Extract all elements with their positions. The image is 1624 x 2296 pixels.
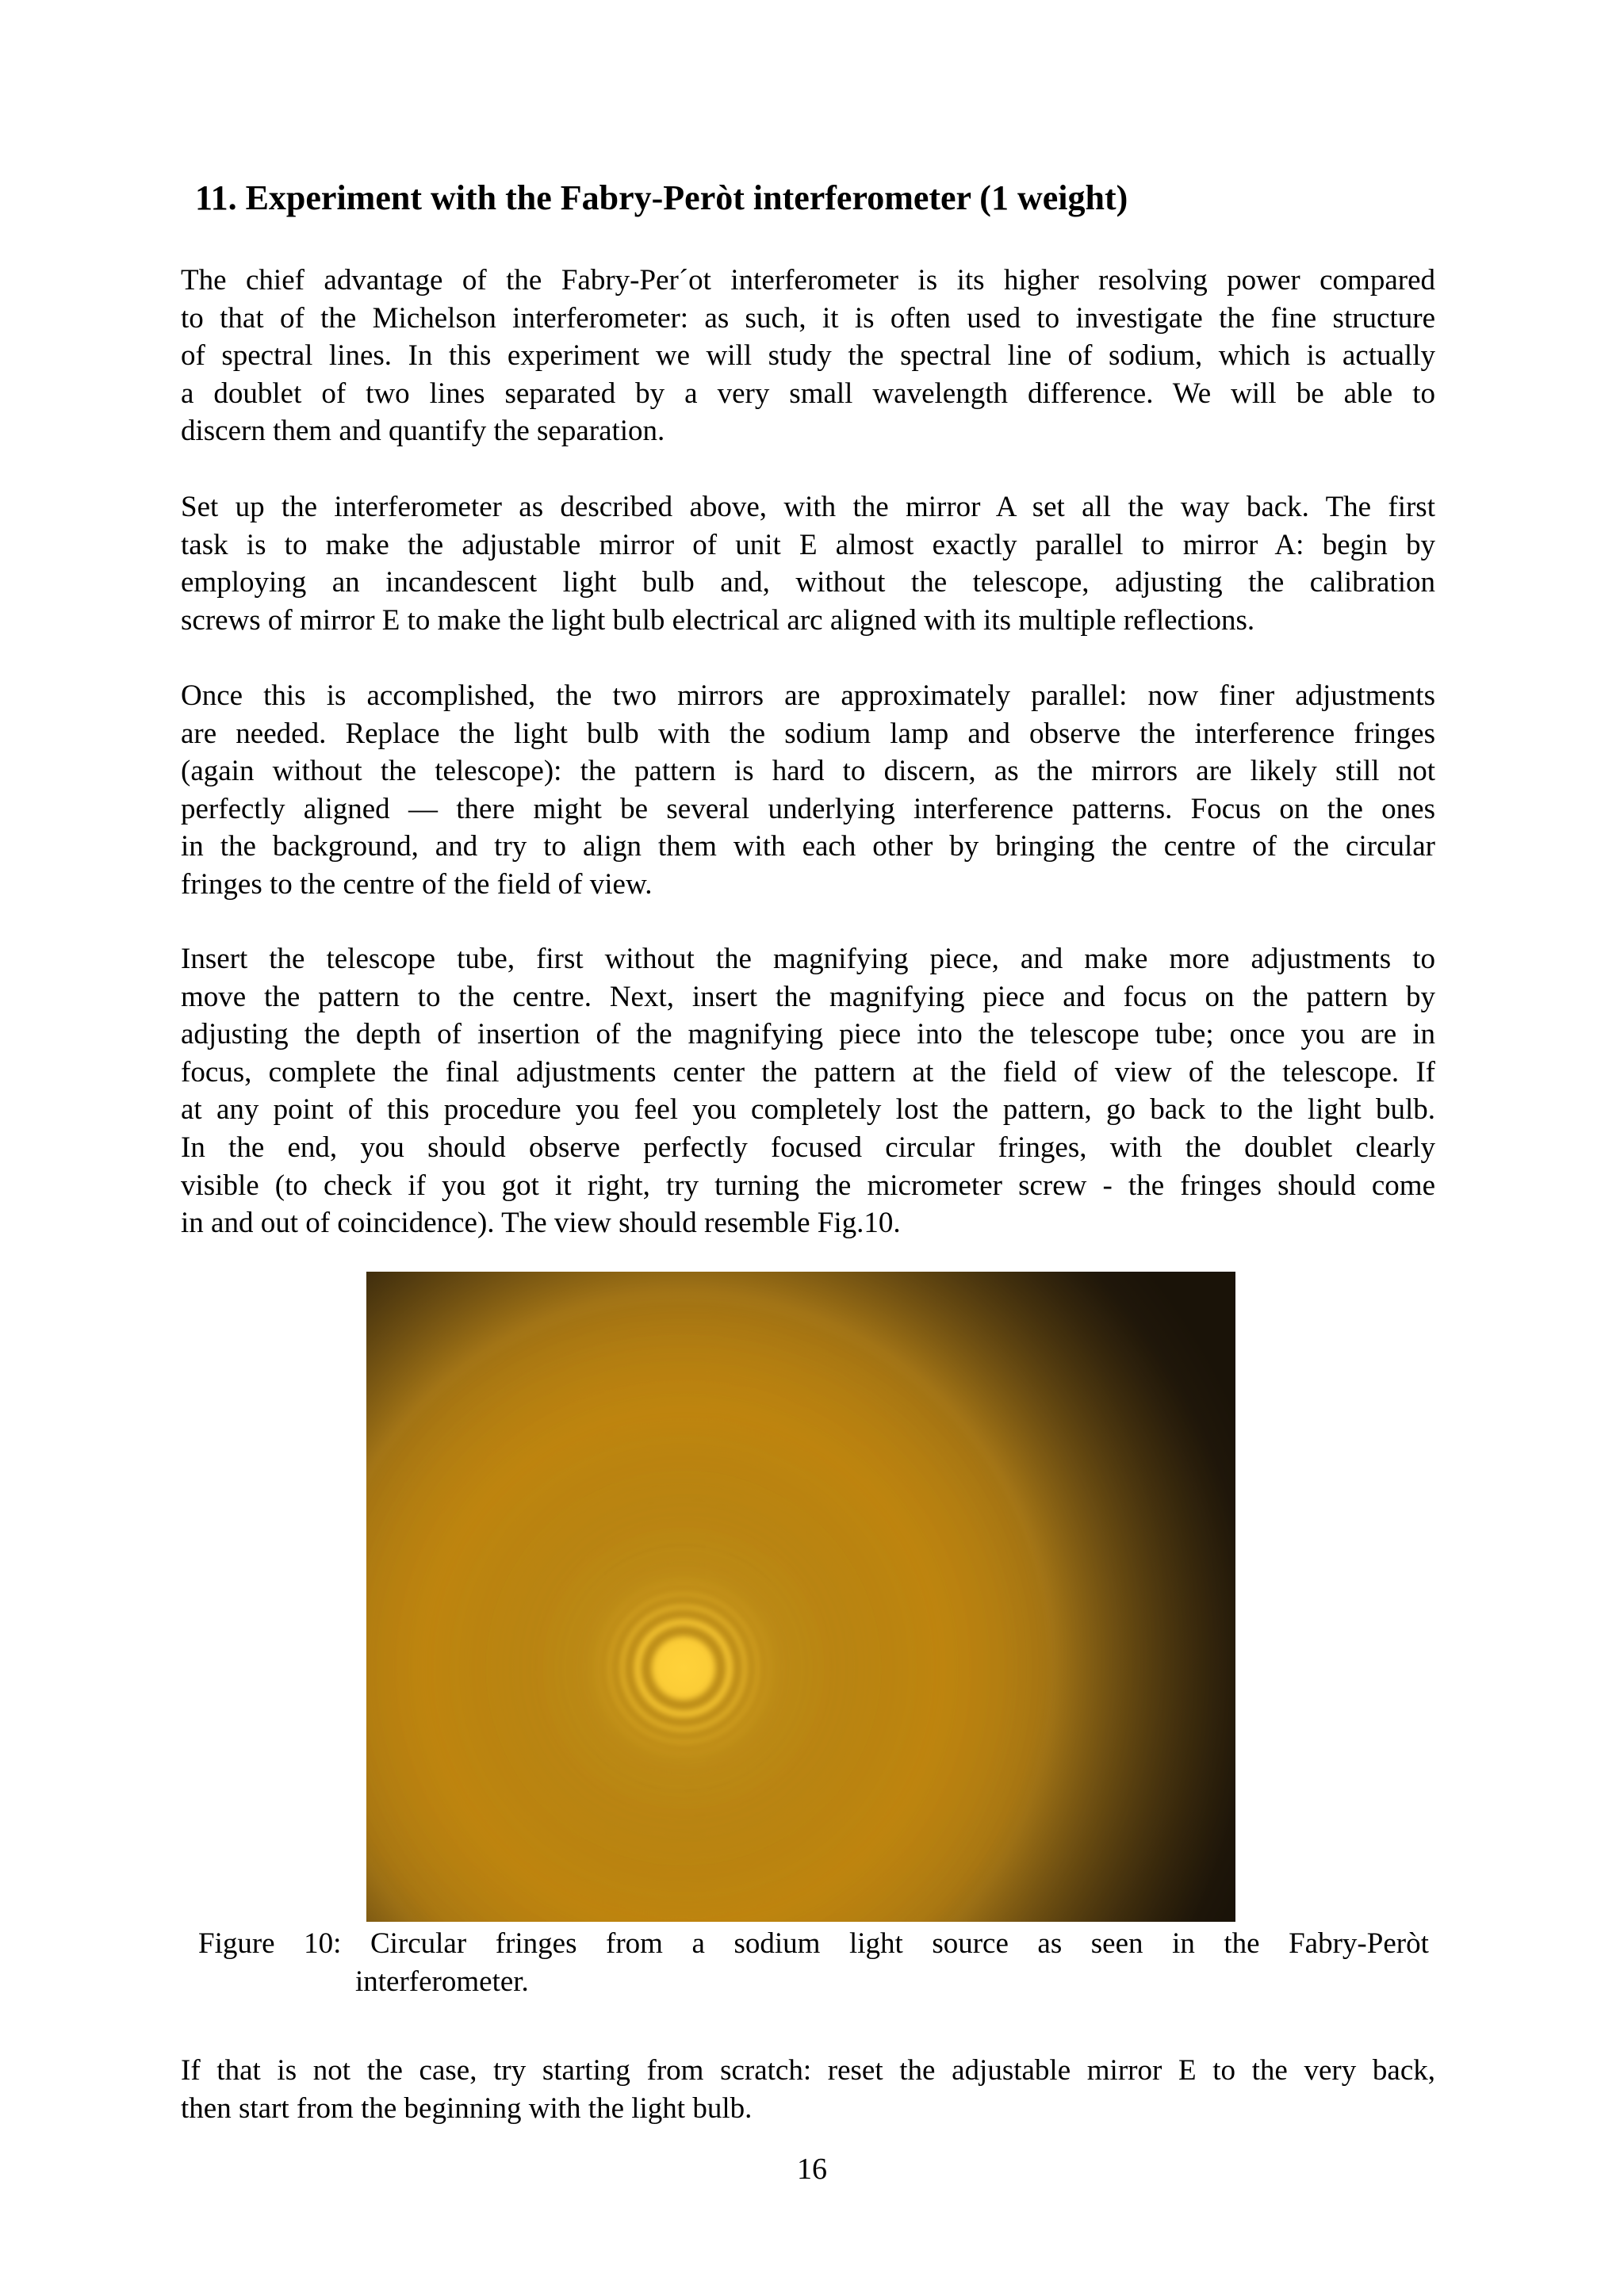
text-line: adjusting the depth of insertion of the magnifying piece into the telescope tube; once you are in xyxy=(181,1018,1435,1051)
text-line: perfectly aligned — there might be several underlying interference patterns. Focus on the ones xyxy=(181,792,1435,825)
text-line: of spectral lines. In this experiment we will study the spectral line of sodium, which is actually xyxy=(181,339,1435,373)
text-line: in and out of coincidence). The view should resemble Fig.10. xyxy=(181,1207,901,1240)
paragraph-telescope xyxy=(181,940,1435,1242)
text-line: to that of the Michelson interferometer: as such, it is often used to investigate the fine structure xyxy=(181,301,1435,335)
text-line: at any point of this procedure you feel you completely lost the pattern, go back to the light bulb. xyxy=(181,1093,1435,1127)
paragraph-fine-adjustment xyxy=(181,677,1435,904)
paragraph-intro xyxy=(181,262,1435,450)
caption-line-1 xyxy=(198,1925,1429,1963)
paragraph-setup xyxy=(181,488,1435,639)
text-line: are needed. Replace the light bulb with the sodium lamp and observe the interference fringes xyxy=(181,717,1435,750)
text-line: employing an incandescent light bulb and, without the telescope, adjusting the calibration xyxy=(181,566,1435,599)
text-line: Once this is accomplished, the two mirrors are approximately parallel: now finer adjustments xyxy=(181,679,1435,712)
caption-word: a xyxy=(691,1927,705,1960)
caption-word: sodium xyxy=(733,1927,821,1960)
text-line: a doublet of two lines separated by a very small wavelength difference. We will be able to xyxy=(181,377,1435,410)
page-number: 16 xyxy=(797,2152,827,2186)
caption-word: seen xyxy=(1090,1927,1143,1960)
text-line: in the background, and try to align them with each other by bringing the centre of the circular xyxy=(181,830,1435,863)
text-line: move the pattern to the centre. Next, insert the magnifying piece and focus on the pattern by xyxy=(181,980,1435,1013)
text-line: (again without the telescope): the pattern is hard to discern, as the mirrors are likely still not xyxy=(181,755,1435,788)
paragraph-reset xyxy=(181,2052,1435,2127)
text-line: screws of mirror E to make the light bulb electrical arc aligned with its multiple reflections. xyxy=(181,603,1255,637)
caption-word: 10: xyxy=(304,1927,342,1960)
caption-line-2: interferometer. xyxy=(355,1965,529,1998)
text-line: discern them and quantify the separation. xyxy=(181,415,665,448)
text-line: focus, complete the final adjustments center the pattern at the field of view of the telescope. If xyxy=(181,1055,1435,1089)
text-line: task is to make the adjustable mirror of unit E almost exactly parallel to mirror A: begin by xyxy=(181,528,1435,561)
section-title: 11. Experiment with the Fabry-Peròt interferometer (1 weight) xyxy=(195,178,1128,217)
caption-word: source xyxy=(932,1927,1009,1960)
caption-word: Figure xyxy=(198,1927,275,1960)
fringe-pattern-photo xyxy=(366,1272,1235,1922)
text-line: In the end, you should observe perfectly focused circular fringes, with the doublet clearly xyxy=(181,1131,1435,1164)
caption-word: fringes xyxy=(495,1927,577,1960)
text-line: visible (to check if you got it right, try turning the micrometer screw - the fringes should come xyxy=(181,1169,1435,1202)
text-line: Set up the interferometer as described above, with the mirror A set all the way back. The first xyxy=(181,491,1435,523)
caption-word: in xyxy=(1172,1927,1195,1960)
text-line: The chief advantage of the Fabry-Per´ot interferometer is its higher resolving power compared xyxy=(181,264,1435,297)
caption-word: the xyxy=(1224,1927,1260,1960)
text-line: fringes to the centre of the field of view. xyxy=(181,867,653,901)
caption-word: light xyxy=(848,1927,903,1960)
caption-word: as xyxy=(1037,1927,1063,1960)
caption-word: from xyxy=(606,1927,663,1960)
figure-caption xyxy=(198,1925,1429,2000)
photo-vignette xyxy=(366,1272,1235,1922)
text-line: Insert the telescope tube, first without the magnifying piece, and make more adjustments to xyxy=(181,943,1435,975)
text-line: then start from the beginning with the light bulb. xyxy=(181,2091,753,2125)
text-line: If that is not the case, try starting from scratch: reset the adjustable mirror E to the very back, xyxy=(181,2054,1435,2087)
caption-word: Fabry-Peròt xyxy=(1289,1927,1429,1960)
caption-word: Circular xyxy=(370,1927,467,1960)
